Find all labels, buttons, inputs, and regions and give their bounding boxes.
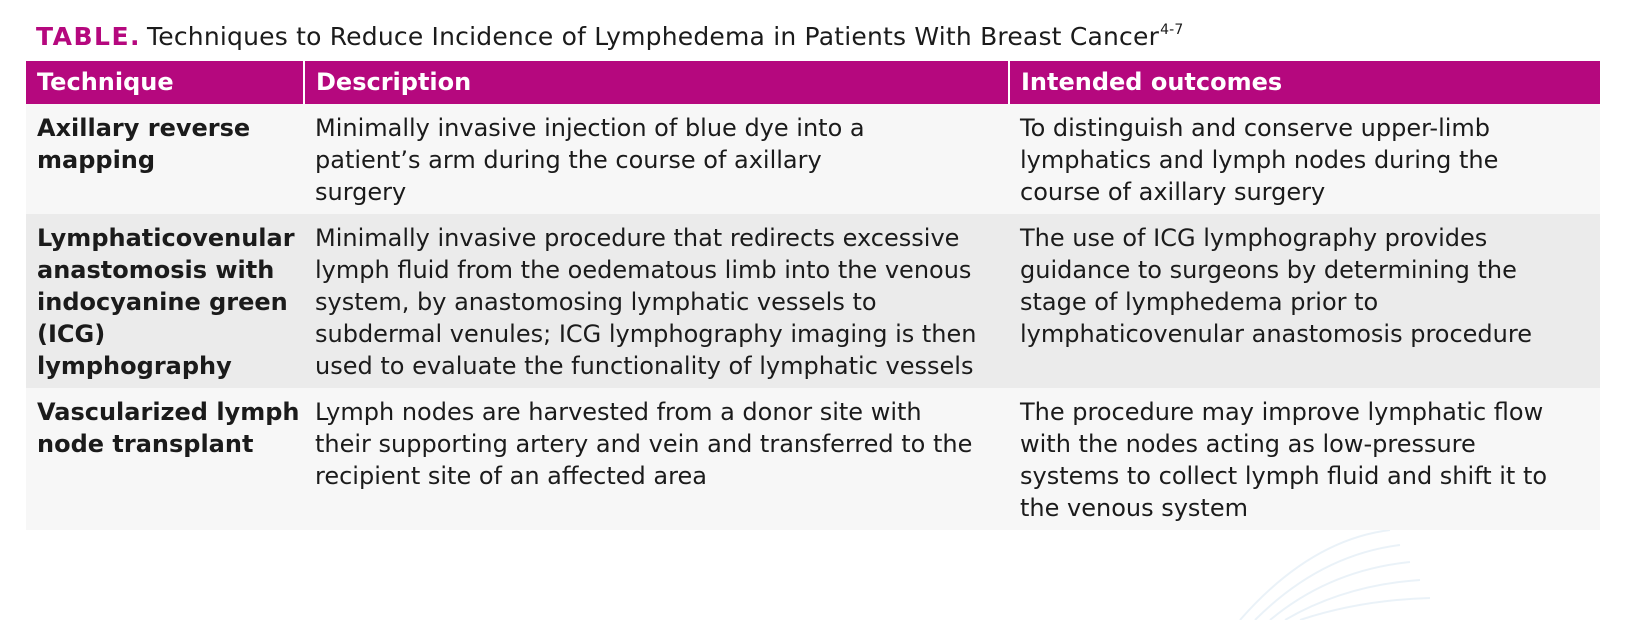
- header-description: Description: [304, 61, 1009, 104]
- outcome-cell: To distinguish and conserve upper-limb lymphatics and lymph nodes during the course of axillary surgery: [1009, 104, 1600, 214]
- header-technique: Technique: [26, 61, 304, 104]
- table-title-text: Techniques to Reduce Incidence of Lymphedema in Patients With Breast Cancer: [147, 22, 1160, 51]
- table-row: [26, 104, 1600, 214]
- header-intended-outcomes: Intended outcomes: [1009, 61, 1600, 104]
- table-row: [26, 388, 1600, 530]
- technique-cell: Lymphaticovenular anastomosis with indocyanine green (ICG) lymphography: [26, 214, 304, 388]
- outcome-cell: The procedure may improve lymphatic flow with the nodes acting as low-pressure systems to collect lymph fluid and shift it to the venous system: [1009, 388, 1600, 530]
- technique-cell: Vascularized lymph node transplant: [26, 388, 304, 530]
- description-cell: Minimally invasive procedure that redirects excessive lymph fluid from the oedematous limb into the venous system, by anastomosing lymphatic vessels to subdermal venules; ICG lymphography imaging is then used to evaluate the functionality of lymphatic vessels: [304, 214, 1009, 388]
- reference-superscript: 4-7: [1160, 22, 1184, 38]
- technique-cell: Axillary reverse mapping: [26, 104, 304, 214]
- techniques-table: [26, 61, 1600, 530]
- outcome-cell: The use of ICG lymphography provides guidance to surgeons by determining the stage of lymphedema prior to lymphaticovenular anastomosis procedure: [1009, 214, 1600, 388]
- table-header-row: [26, 61, 1600, 104]
- description-cell: Lymph nodes are harvested from a donor site with their supporting artery and vein and transferred to the recipient site of an affected area: [304, 388, 1009, 530]
- table-title: [36, 22, 1184, 51]
- table-title-label: TABLE.: [36, 22, 142, 51]
- description-cell: Minimally invasive injection of blue dye into a patient’s arm during the course of axillary surgery: [304, 104, 1009, 214]
- table-row: [26, 214, 1600, 388]
